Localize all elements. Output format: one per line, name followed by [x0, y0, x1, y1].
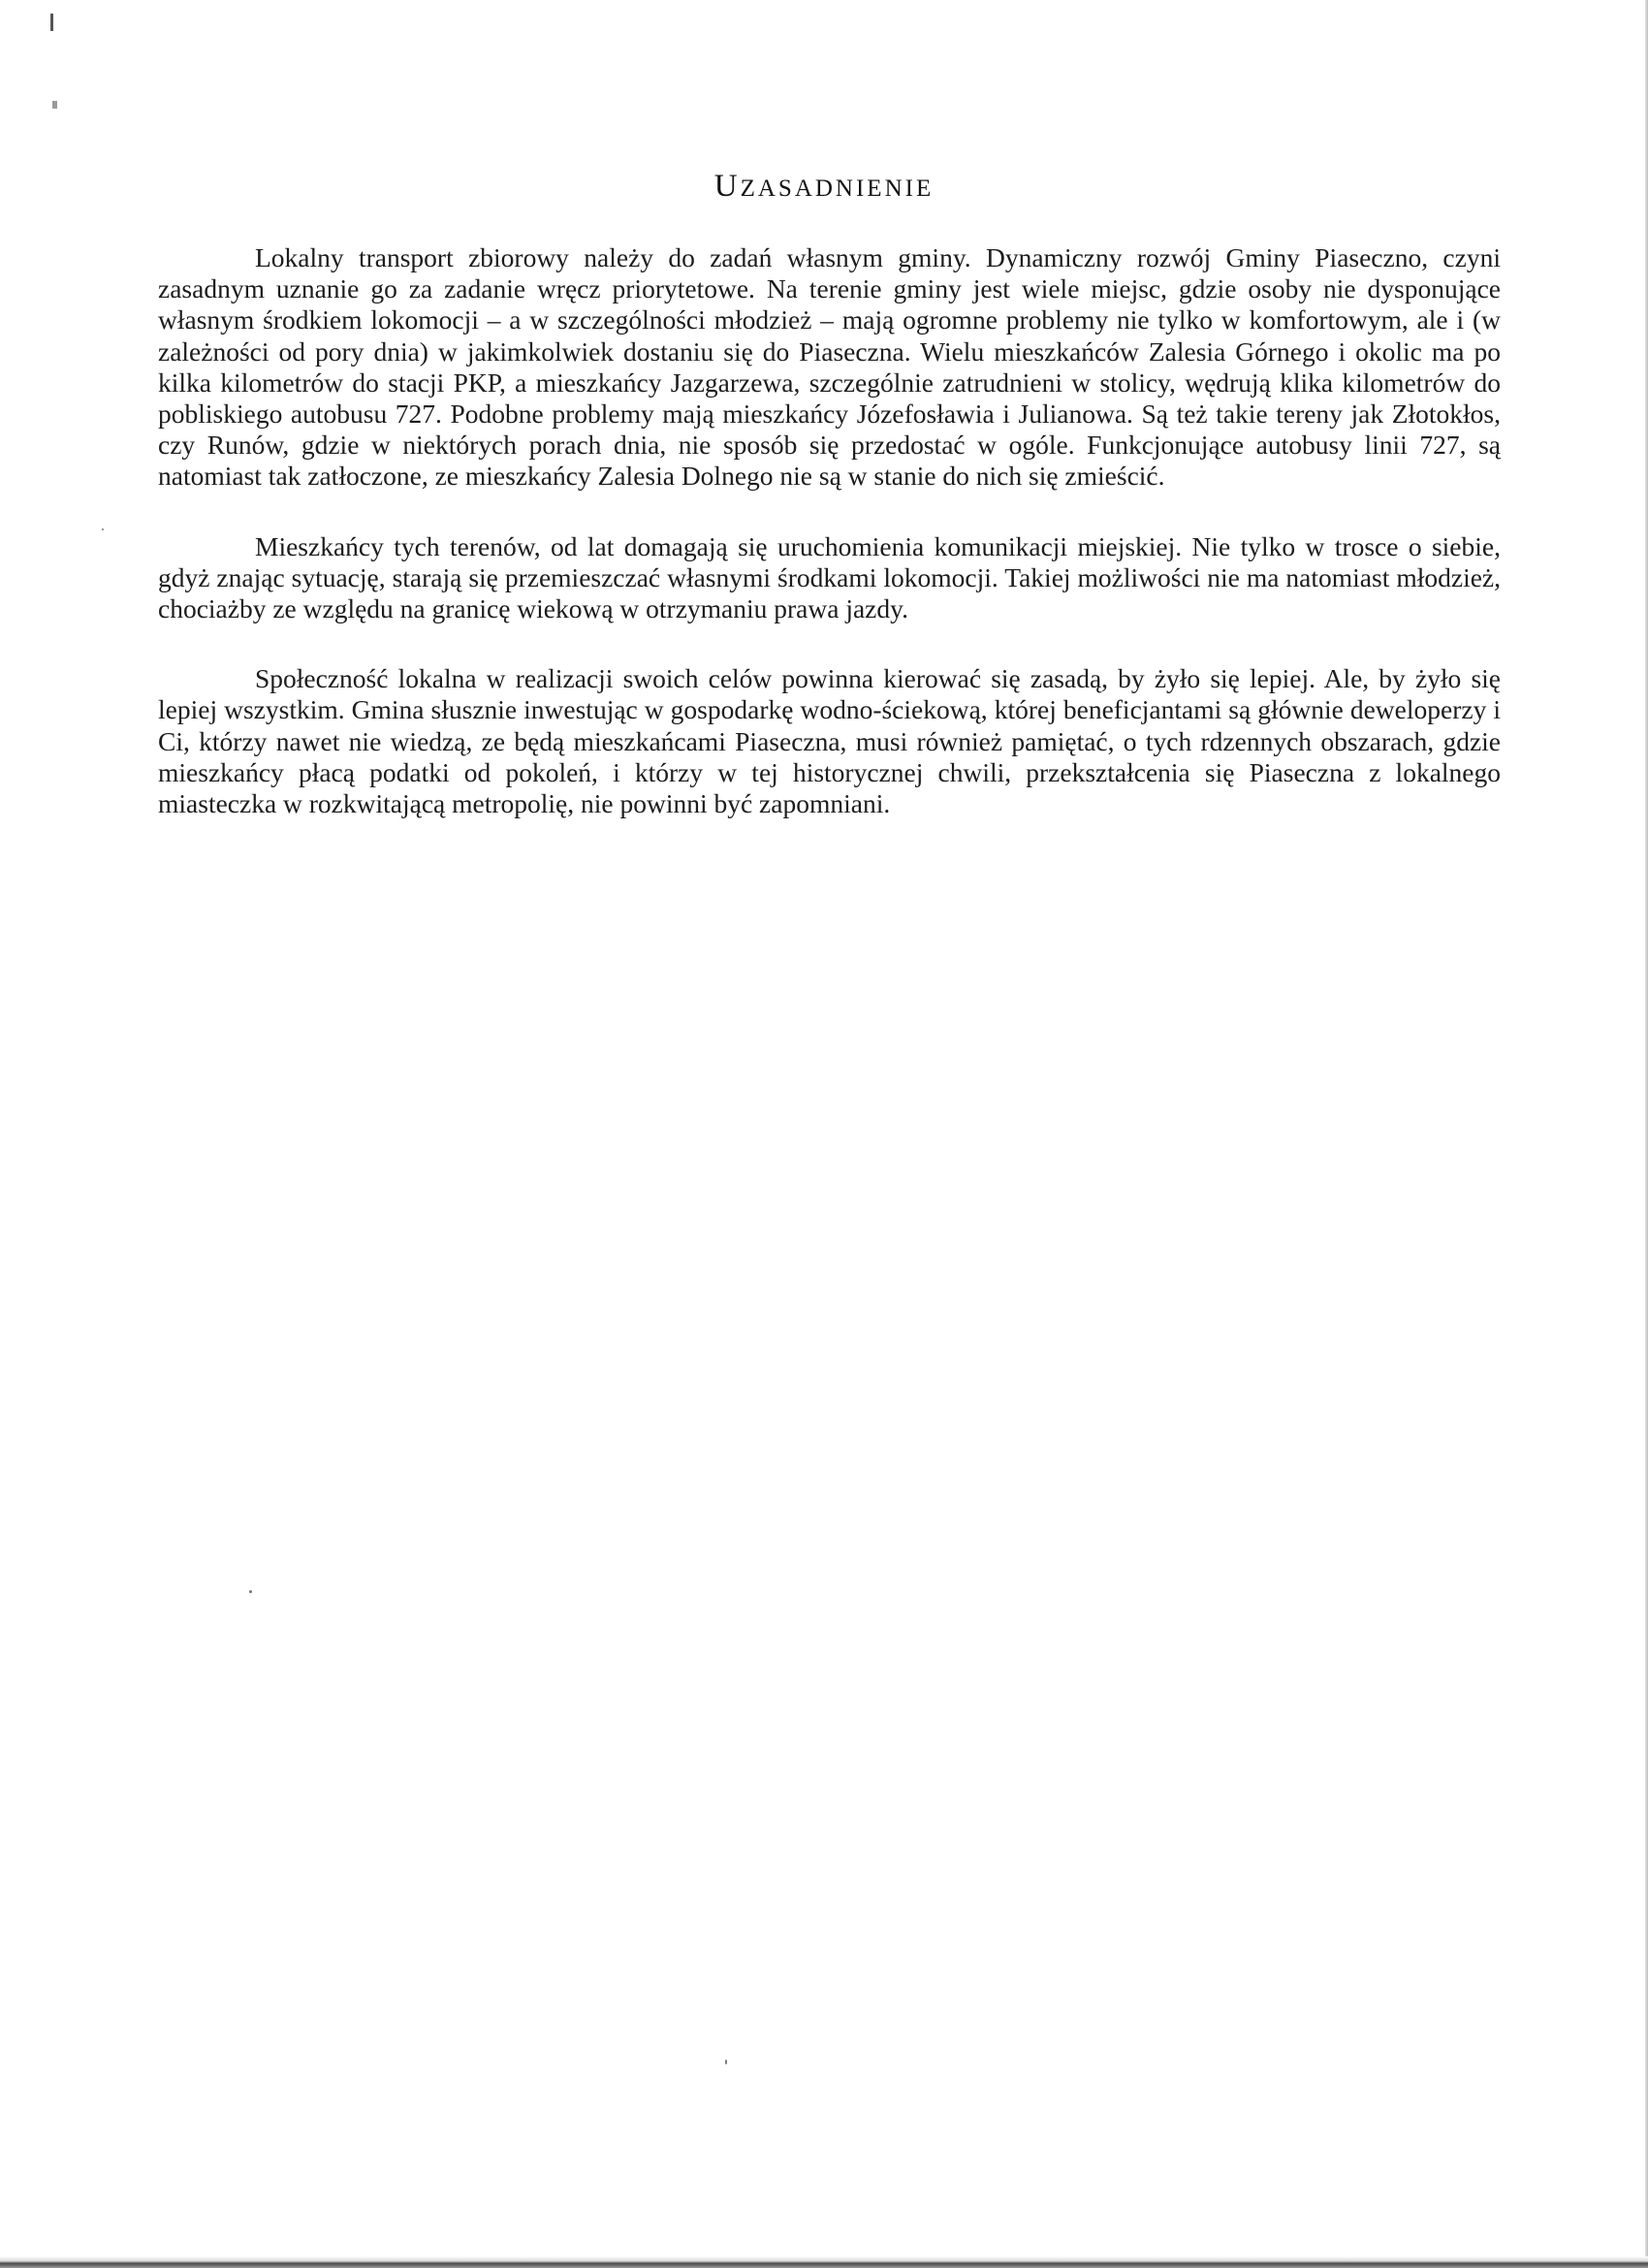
stray-mark — [102, 528, 104, 530]
scan-bottom-edge — [0, 2256, 1648, 2268]
title-rest: ZASADNIENIE — [740, 176, 935, 202]
document-body — [158, 242, 1501, 858]
document-title — [0, 169, 1648, 205]
title-initial: U — [713, 169, 741, 204]
paragraph-2: Mieszkańcy tych terenów, od lat domagają się uruchomienia komunikacji miejskiej. Nie tylko w trosce o siebie, gdyż znając sytuację, starają się przemieszczać własnymi środkami lokomocji. Takiej możliwości nie ma natomiast młodzież, chociażby ze względu na granicę wiekową w otrzymaniu prawa jazdy. — [158, 530, 1501, 624]
scan-artifact-top-left — [50, 14, 53, 31]
paragraph-1: Lokalny transport zbiorowy należy do zadań własnym gminy. Dynamiczny rozwój Gminy Piaseczno, czyni zasadnym uznanie go za zadanie wręcz priorytetowe. Na terenie gminy jest wiele miejsc, gdzie osoby nie dysponujące własnym środkiem lokomocji – a w szczególności młodzież – mają ogromne problemy nie tylko w komfortowym, ale i (w zależności od pory dnia) w jakimkolwiek dostaniu się do Piaseczna. Wielu mieszkańców Zalesia Górnego i okolic ma po kilka kilometrów do stacji PKP, a mieszkańcy Jazgarzewa, szczególnie zatrudnieni w stolicy, wędrują klika kilometrów do pobliskiego autobusu 727. Podobne problemy mają mieszkańcy Józefosławia i Julianowa. Są też takie tereny jak Złotokłos, czy Runów, gdzie w niektórych porach dnia, nie sposób się przedostać w ogóle. Funkcjonujące autobusy linii 727, są natomiast tak zatłoczone, ze mieszkańcy Zalesia Dolnego nie są w stanie do nich się zmieścić. — [158, 242, 1501, 492]
paragraph-3: Społeczność lokalna w realizacji swoich celów powinna kierować się zasadą, by żyło się lepiej. Ale, by żyło się lepiej wszystkim. Gmina słusznie inwestując w gospodarkę wodno-ściekową, której beneficjantami są głównie deweloperzy i Ci, którzy nawet nie wiedzą, ze będą mieszkańcami Piaseczna, musi również pamiętać, o tych rdzennych obszarach, gdzie mieszkańcy płacą podatki od pokoleń, i którzy w tej historycznej chwili, przekształcenia się Piaseczna z lokalnego miasteczka w rozkwitającą metropolię, nie powinni być zapomniani. — [158, 663, 1501, 819]
scan-artifact-left-mark — [52, 101, 57, 109]
stray-mark — [725, 2060, 727, 2064]
stray-mark — [249, 1590, 252, 1593]
